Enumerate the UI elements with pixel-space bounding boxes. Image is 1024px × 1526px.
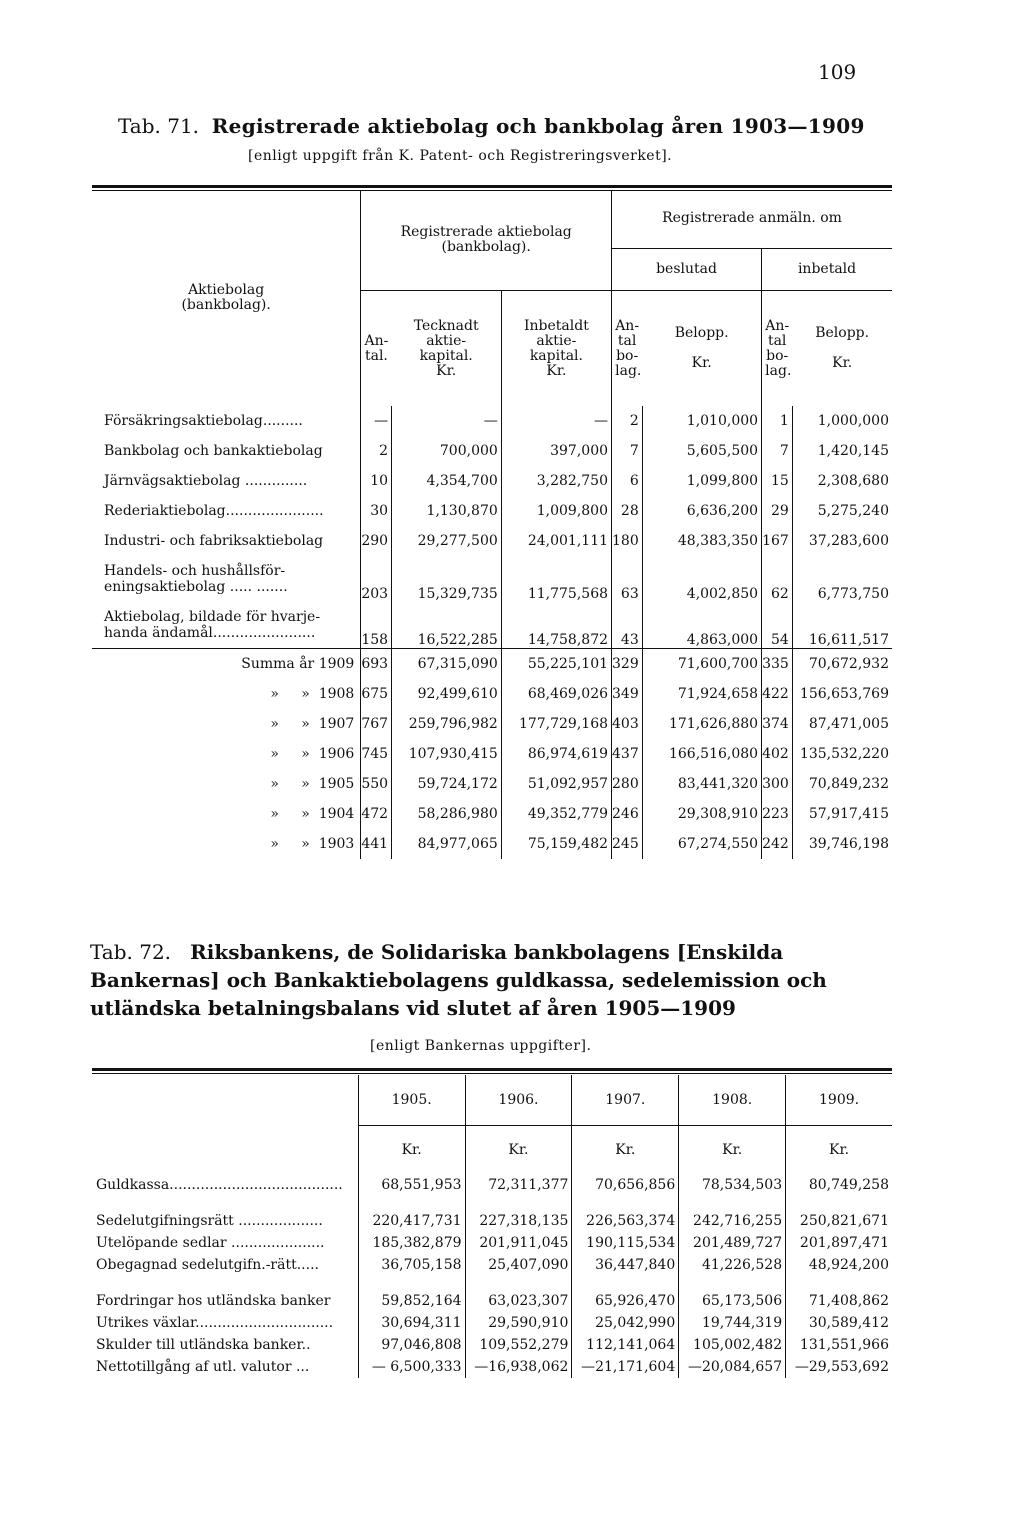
- tab72-row: [92, 1210, 892, 1232]
- tab72-cell: 185,382,879: [358, 1232, 465, 1254]
- tecknadt-header-text: Tecknadt aktie- kapital.: [413, 317, 479, 364]
- tab72-cell: 131,551,966: [786, 1334, 892, 1356]
- tab72-top-rule: [92, 1068, 892, 1071]
- gap-cell: [786, 1196, 892, 1210]
- tab72-cell: 72,311,377: [465, 1174, 572, 1196]
- tab71-sum-label: Summa år 1909: [92, 649, 361, 680]
- tab71-sum-cell-besl_antal: 403: [612, 709, 643, 739]
- stub-header-text: Aktiebolag (bankbolag).: [181, 282, 271, 313]
- tab72-stub-header: [92, 1075, 358, 1174]
- tab71-cell-tecknadt: 4,354,700: [392, 466, 502, 496]
- tab72-unit-label: Kr.: [786, 1126, 892, 1175]
- tab71-cell-inb_antal: 167: [762, 526, 793, 556]
- tab71-cell-inbetaldt: —: [501, 406, 611, 436]
- tab71-sum-cell-inb_antal: 300: [762, 769, 793, 799]
- tab71-sum-cell-inbetaldt: 51,092,957: [501, 769, 611, 799]
- tab71-sum-cell-besl_belopp: 67,274,550: [642, 829, 761, 859]
- tab72-unit-label: Kr.: [679, 1126, 786, 1175]
- tab71-sum-cell-besl_antal: 349: [612, 679, 643, 709]
- tab72-title: Riksbankens, de Solidariska bankbolagens [Enskilda Bankernas] och Bankaktiebolagens guldkassa, sedelemission och utländska betalningsbalans vid slutet af åren 1905—1909: [90, 940, 827, 1020]
- tab71-sum-row: [92, 709, 892, 739]
- tab72-row: [92, 1232, 892, 1254]
- tab71-row: [92, 406, 892, 436]
- tab71-cell-inb_belopp: 37,283,600: [792, 526, 892, 556]
- tab72-cell: —29,553,692: [786, 1356, 892, 1378]
- tab72-row-label: Fordringar hos utländska banker: [96, 1293, 331, 1309]
- tab71-cell-inbetaldt: 1,009,800: [501, 496, 611, 526]
- inbetaldt-header-text: Inbetaldt aktie- kapital.: [523, 317, 589, 364]
- tab72-cell: —21,171,604: [572, 1356, 679, 1378]
- tab71-sum-cell-inb_antal: 242: [762, 829, 793, 859]
- tab72-year-header: 1905.: [358, 1075, 465, 1126]
- tab71-cell-antal: 2: [361, 436, 392, 466]
- tab71-sum-cell-antal: 745: [361, 739, 392, 769]
- tab72-row-label: Utrikes växlar...............................: [96, 1315, 334, 1331]
- tab72-cell: 29,590,910: [465, 1312, 572, 1334]
- tab71-sum-label: » » 1907: [270, 716, 355, 732]
- tab71-anmaln-header: [612, 190, 892, 248]
- tab72-cell: —16,938,062: [465, 1356, 572, 1378]
- tab71-sum-row: [92, 679, 892, 709]
- tab71-sum-cell-inbetaldt: 75,159,482: [501, 829, 611, 859]
- tab72-row-label: Guldkassa.......................................: [96, 1177, 343, 1193]
- tab72-year-header: 1907.: [572, 1075, 679, 1126]
- tab71-cell-antal: 10: [361, 466, 392, 496]
- tab71-sum-row: [92, 769, 892, 799]
- tab71-sum-cell-antal: 441: [361, 829, 392, 859]
- tab71-cell-tecknadt: 15,329,735: [392, 556, 502, 602]
- tab72-unit-label: Kr.: [358, 1126, 465, 1175]
- tab71-cell-antal: 290: [361, 526, 392, 556]
- tab71-sum-cell-besl_antal: 329: [612, 649, 643, 680]
- tab71-sum-cell-besl_antal: 280: [612, 769, 643, 799]
- gap-cell: [572, 1276, 679, 1290]
- tab72-cell: 201,489,727: [679, 1232, 786, 1254]
- tab71-sum-label: » » 1903: [270, 836, 355, 852]
- tab72-cell: 112,141,064: [572, 1334, 679, 1356]
- tab71-row: [92, 496, 892, 526]
- kr-label: Kr.: [546, 362, 567, 379]
- tab71-row-label: Bankbolag och bankaktiebolag: [104, 443, 323, 459]
- tab71-row: [92, 602, 892, 649]
- tab72-row: [92, 1356, 892, 1378]
- tab71-cell-tecknadt: 29,277,500: [392, 526, 502, 556]
- tab72-year-header: 1906.: [465, 1075, 572, 1126]
- tab71-inbetaldt-header: [501, 291, 611, 407]
- tab71-cell-besl_belopp: 4,863,000: [642, 602, 761, 649]
- tab71-sum-cell-antal: 767: [361, 709, 392, 739]
- tab72-row-label: Skulder till utländska banker..: [96, 1337, 311, 1353]
- tab72-cell: 109,552,279: [465, 1334, 572, 1356]
- tab71-cell-besl_belopp: 5,605,500: [642, 436, 761, 466]
- kr-label: Kr.: [832, 355, 853, 371]
- tab71-cell-inb_antal: 54: [762, 602, 793, 649]
- tab71-cell-inb_belopp: 5,275,240: [792, 496, 892, 526]
- gap-cell: [358, 1196, 465, 1210]
- tab71-cell-inb_belopp: 1,420,145: [792, 436, 892, 466]
- tab72-subtitle: [enligt Bankernas uppgifter].: [370, 1038, 592, 1054]
- antal-bolag-text: An- tal bo- lag.: [615, 317, 642, 379]
- tab71-table: [92, 190, 892, 859]
- tab71-cell-besl_belopp: 1,010,000: [642, 406, 761, 436]
- tab71-row: [92, 436, 892, 466]
- tab72-cell: 48,924,200: [786, 1254, 892, 1276]
- tab72-cell: 19,744,319: [679, 1312, 786, 1334]
- tab72-cell: — 6,500,333: [358, 1356, 465, 1378]
- tab71-beslutad-header: [612, 248, 762, 290]
- tab72-cell: 226,563,374: [572, 1210, 679, 1232]
- tab72-unit-label: Kr.: [465, 1126, 572, 1175]
- tab71-cell-inb_belopp: 16,611,517: [792, 602, 892, 649]
- tab71-cell-antal: 203: [361, 556, 392, 602]
- tab72-row: [92, 1254, 892, 1276]
- tab71-cell-besl_belopp: 4,002,850: [642, 556, 761, 602]
- tab71-sum-cell-besl_antal: 245: [612, 829, 643, 859]
- tab72-cell: 65,173,506: [679, 1290, 786, 1312]
- tab71-inb-antal-header: [762, 291, 793, 407]
- tab72-year-header: 1908.: [679, 1075, 786, 1126]
- tab71-sum-cell-tecknadt: 67,315,090: [392, 649, 502, 680]
- gap-cell: [92, 1276, 358, 1290]
- tab71-sum-cell-inb_antal: 402: [762, 739, 793, 769]
- tab71-heading: [118, 114, 865, 138]
- tab72-group-gap: [92, 1276, 892, 1290]
- tab71-title: Registrerade aktiebolag och bankbolag åren 1903—1909: [211, 114, 865, 138]
- tab71-sum-cell-tecknadt: 59,724,172: [392, 769, 502, 799]
- tab71-cell-inbetaldt: 3,282,750: [501, 466, 611, 496]
- tab71-sum-cell-besl_belopp: 166,516,080: [642, 739, 761, 769]
- tab71-cell-besl_antal: 28: [612, 496, 643, 526]
- tab71-inb-belopp-header: [792, 291, 892, 407]
- gap-cell: [465, 1196, 572, 1210]
- registrerade-header-text: Registrerade aktiebolag (bankbolag).: [400, 224, 572, 255]
- tab72-cell: 71,408,862: [786, 1290, 892, 1312]
- tab71-cell-inbetaldt: 24,001,111: [501, 526, 611, 556]
- tab71-cell-inbetaldt: 11,775,568: [501, 556, 611, 602]
- tab71-row: [92, 526, 892, 556]
- tab72-cell: 190,115,534: [572, 1232, 679, 1254]
- beslutad-header-text: beslutad: [656, 260, 717, 277]
- tab71-sum-cell-inbetaldt: 177,729,168: [501, 709, 611, 739]
- tab72-row-label: Nettotillgång af utl. valutor ...: [96, 1359, 310, 1375]
- tab71-sum-cell-antal: 472: [361, 799, 392, 829]
- tab72-cell: 41,226,528: [679, 1254, 786, 1276]
- tab72-cell: —20,084,657: [679, 1356, 786, 1378]
- tab71-sum-cell-inbetaldt: 68,469,026: [501, 679, 611, 709]
- tab71-sum-cell-inb_belopp: 135,532,220: [792, 739, 892, 769]
- tab72-cell: 59,852,164: [358, 1290, 465, 1312]
- tab71-cell-antal: —: [361, 406, 392, 436]
- tab72-table: [92, 1075, 892, 1378]
- tab71-sum-cell-inb_belopp: 39,746,198: [792, 829, 892, 859]
- tab72-row: [92, 1290, 892, 1312]
- tab71-sum-cell-inbetaldt: 49,352,779: [501, 799, 611, 829]
- tab71-tecknadt-header: [392, 291, 502, 407]
- inbetald-header-text: inbetald: [797, 260, 857, 277]
- tab71-sum-cell-inb_belopp: 87,471,005: [792, 709, 892, 739]
- tab71-cell-besl_antal: 2: [612, 406, 643, 436]
- tab72-cell: 68,551,953: [358, 1174, 465, 1196]
- tab71-top-rule: [92, 185, 892, 188]
- tab71-registrerade-header: [361, 190, 612, 291]
- antal-header-text: An- tal.: [364, 332, 389, 364]
- tab71-cell-besl_antal: 7: [612, 436, 643, 466]
- tab72-cell: 65,926,470: [572, 1290, 679, 1312]
- tab72-cell: 250,821,671: [786, 1210, 892, 1232]
- tab71-sum-cell-besl_belopp: 71,600,700: [642, 649, 761, 680]
- tab71-sum-row: [92, 829, 892, 859]
- tab72-cell: 25,407,090: [465, 1254, 572, 1276]
- tab72-row-label: Utelöpande sedlar .....................: [96, 1235, 325, 1251]
- tab71-sum-row: [92, 799, 892, 829]
- tab72-cell: 36,705,158: [358, 1254, 465, 1276]
- tab71-inbetald-header: [762, 248, 892, 290]
- tab72-cell: 78,534,503: [679, 1174, 786, 1196]
- tab71-row: [92, 556, 892, 602]
- anmaln-header-text: Registrerade anmäln. om: [662, 210, 842, 227]
- tab71-cell-inb_belopp: 2,308,680: [792, 466, 892, 496]
- gap-cell: [572, 1196, 679, 1210]
- belopp-text: Belopp.: [674, 325, 729, 341]
- tab71-cell-inb_antal: 1: [762, 406, 793, 436]
- tab71-label: Tab. 71.: [118, 114, 200, 138]
- tab71-sum-cell-antal: 675: [361, 679, 392, 709]
- tab72-cell: 227,318,135: [465, 1210, 572, 1232]
- tab71-cell-inbetaldt: 397,000: [501, 436, 611, 466]
- gap-cell: [465, 1276, 572, 1290]
- page-number: 109: [818, 60, 857, 84]
- tab71-row-label: Industri- och fabriksaktiebolag: [104, 533, 324, 549]
- tab71-sum-cell-inbetaldt: 55,225,101: [501, 649, 611, 680]
- tab71-sum-cell-tecknadt: 107,930,415: [392, 739, 502, 769]
- tab71-subtitle: [enligt uppgift från K. Patent- och Registreringsverket].: [248, 148, 673, 164]
- tab72-cell: 30,694,311: [358, 1312, 465, 1334]
- tab71-cell-besl_belopp: 48,383,350: [642, 526, 761, 556]
- tab71-row-label: Försäkringsaktiebolag.........: [104, 413, 303, 429]
- tab72-cell: 70,656,856: [572, 1174, 679, 1196]
- tab71-sum-cell-inb_belopp: 70,672,932: [792, 649, 892, 680]
- tab72-cell: 201,897,471: [786, 1232, 892, 1254]
- tab72-row: [92, 1334, 892, 1356]
- tab71-cell-besl_belopp: 1,099,800: [642, 466, 761, 496]
- tab71-cell-besl_antal: 180: [612, 526, 643, 556]
- tab71-cell-inb_antal: 62: [762, 556, 793, 602]
- tab71-cell-antal: 158: [361, 602, 392, 649]
- tab71-cell-besl_antal: 63: [612, 556, 643, 602]
- tab71-sum-cell-besl_belopp: 71,924,658: [642, 679, 761, 709]
- tab71-cell-tecknadt: 16,522,285: [392, 602, 502, 649]
- tab71-besl-belopp-header: [642, 291, 761, 407]
- tab72-cell: 242,716,255: [679, 1210, 786, 1232]
- tab72-year-header: 1909.: [786, 1075, 892, 1126]
- tab71-cell-inb_belopp: 1,000,000: [792, 406, 892, 436]
- tab71-sum-cell-besl_belopp: 171,626,880: [642, 709, 761, 739]
- tab71-antal-header: [361, 291, 392, 407]
- belopp-text: Belopp.: [815, 325, 870, 341]
- tab71-cell-tecknadt: 1,130,870: [392, 496, 502, 526]
- tab71-sum-cell-inb_antal: 335: [762, 649, 793, 680]
- gap-cell: [679, 1196, 786, 1210]
- tab71-cell-tecknadt: —: [392, 406, 502, 436]
- tab71-sum-cell-inb_belopp: 156,653,769: [792, 679, 892, 709]
- tab71-row-label: Aktiebolag, bildade för hvarje- handa ändamål.......................: [104, 609, 321, 641]
- tab71-cell-antal: 30: [361, 496, 392, 526]
- tab71-sum-cell-tecknadt: 84,977,065: [392, 829, 502, 859]
- tab71-cell-inbetaldt: 14,758,872: [501, 602, 611, 649]
- tab71-sum-cell-inb_belopp: 70,849,232: [792, 769, 892, 799]
- tab72-heading: [90, 938, 900, 1022]
- tab71-cell-inb_belopp: 6,773,750: [792, 556, 892, 602]
- tab71-cell-inb_antal: 15: [762, 466, 793, 496]
- tab71-sum-cell-tecknadt: 92,499,610: [392, 679, 502, 709]
- tab71-sum-cell-besl_belopp: 29,308,910: [642, 799, 761, 829]
- tab71-sum-row: [92, 739, 892, 769]
- tab71-cell-besl_antal: 6: [612, 466, 643, 496]
- tab72-row-label: Sedelutgifningsrätt ...................: [96, 1213, 323, 1229]
- tab72-unit-label: Kr.: [572, 1126, 679, 1175]
- gap-cell: [786, 1276, 892, 1290]
- tab71-besl-antal-header: [612, 291, 643, 407]
- tab72-top-rule-thin: [92, 1073, 892, 1074]
- tab71-sum-cell-besl_belopp: 83,441,320: [642, 769, 761, 799]
- tab71-sum-cell-inb_antal: 374: [762, 709, 793, 739]
- tab71-sum-cell-inb_antal: 223: [762, 799, 793, 829]
- tab71-row: [92, 466, 892, 496]
- tab72-cell: 25,042,990: [572, 1312, 679, 1334]
- tab72-group-gap: [92, 1196, 892, 1210]
- tab72-cell: 201,911,045: [465, 1232, 572, 1254]
- tab71-sum-cell-antal: 693: [361, 649, 392, 680]
- tab72-label: Tab. 72.: [90, 940, 172, 964]
- tab71-cell-inb_antal: 7: [762, 436, 793, 466]
- kr-label: Kr.: [691, 355, 712, 371]
- tab71-row-label: Handels- och hushållsför- eningsaktiebolag ..... .......: [104, 563, 288, 595]
- tab72-cell: 36,447,840: [572, 1254, 679, 1276]
- tab71-sum-cell-tecknadt: 259,796,982: [392, 709, 502, 739]
- tab71-sum-row: [92, 649, 892, 680]
- tab72-row: [92, 1312, 892, 1334]
- tab71-sum-cell-besl_antal: 437: [612, 739, 643, 769]
- tab72-row: [92, 1174, 892, 1196]
- tab72-cell: 97,046,808: [358, 1334, 465, 1356]
- gap-cell: [679, 1276, 786, 1290]
- tab71-sum-label: » » 1904: [270, 806, 355, 822]
- tab72-cell: 105,002,482: [679, 1334, 786, 1356]
- tab71-cell-besl_belopp: 6,636,200: [642, 496, 761, 526]
- tab72-cell: 80,749,258: [786, 1174, 892, 1196]
- tab71-row-label: Järnvägsaktiebolag ..............: [104, 473, 308, 489]
- tab71-cell-besl_antal: 43: [612, 602, 643, 649]
- tab72-cell: 30,589,412: [786, 1312, 892, 1334]
- gap-cell: [358, 1276, 465, 1290]
- tab72-cell: 220,417,731: [358, 1210, 465, 1232]
- antal-bolag-text: An- tal bo- lag.: [765, 317, 792, 379]
- tab72-cell: 63,023,307: [465, 1290, 572, 1312]
- tab71-row-label: Rederiaktiebolag......................: [104, 503, 324, 519]
- gap-cell: [92, 1196, 358, 1210]
- tab71-sum-label: » » 1906: [270, 746, 355, 762]
- tab71-sum-cell-inb_antal: 422: [762, 679, 793, 709]
- tab71-cell-tecknadt: 700,000: [392, 436, 502, 466]
- tab72-row-label: Obegagnad sedelutgifn.-rätt.....: [96, 1257, 319, 1273]
- tab71-cell-inb_antal: 29: [762, 496, 793, 526]
- tab71-sum-cell-inb_belopp: 57,917,415: [792, 799, 892, 829]
- tab71-sum-cell-antal: 550: [361, 769, 392, 799]
- tab71-sum-cell-tecknadt: 58,286,980: [392, 799, 502, 829]
- kr-label: Kr.: [436, 362, 457, 379]
- tab71-sum-label: » » 1905: [270, 776, 355, 792]
- tab71-sum-cell-inbetaldt: 86,974,619: [501, 739, 611, 769]
- tab71-sum-label: » » 1908: [270, 686, 355, 702]
- tab71-stub-header: [92, 190, 361, 406]
- tab71-sum-cell-besl_antal: 246: [612, 799, 643, 829]
